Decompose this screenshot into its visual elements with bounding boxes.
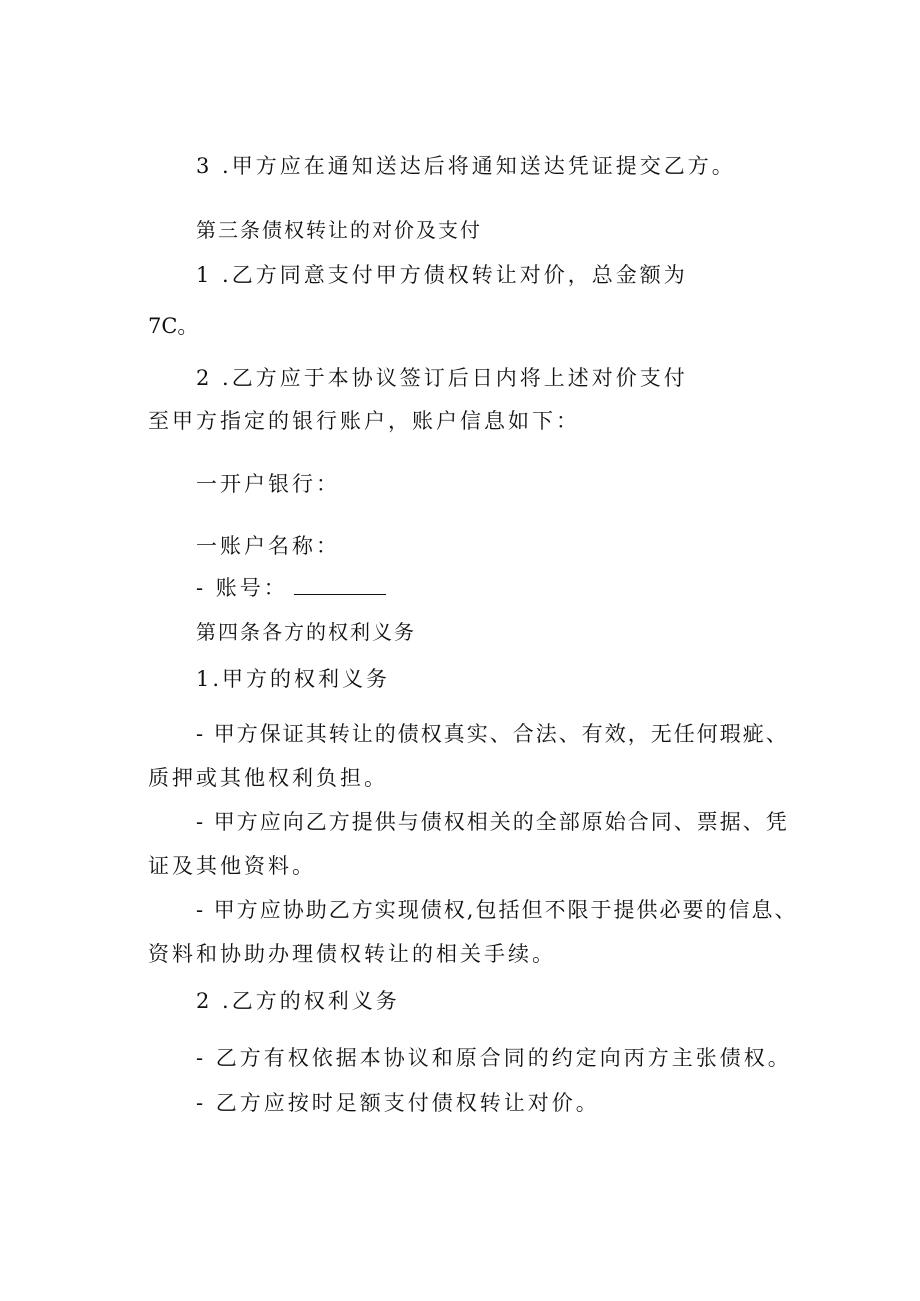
clause-4-1-item-3-continuation: 资料和协助办理债权转让的相关手续。	[148, 942, 556, 966]
clause-4-2-heading: 2 .乙方的权利义务	[196, 989, 400, 1013]
clause-3-1-amount-continuation: 7C。	[148, 314, 199, 338]
clause-4-1-item-2-continuation: 证及其他资料。	[148, 854, 316, 878]
account-number-field	[196, 573, 386, 603]
clause-4-1-item-1-continuation: 质押或其他权利负担。	[148, 766, 388, 790]
account-number-label: - 账号：	[196, 576, 288, 600]
bank-name-field: 一开户银行：	[196, 472, 340, 496]
clause-4-1-item-1: - 甲方保证其转让的债权真实、合法、有效，无任何瑕疵、	[196, 722, 789, 746]
clause-4-2-item-1: - 乙方有权依据本协议和原合同的约定向丙方主张债权。	[196, 1046, 792, 1070]
clause-3-2-payment-deadline: 2 .乙方应于本协议签订后日内将上述对价支付	[196, 366, 688, 390]
clause-4-1-heading: 1.甲方的权利义务	[196, 667, 391, 691]
clause-4-1-item-3: - 甲方应协助乙方实现债权,包括但不限于提供必要的信息、	[196, 898, 798, 922]
article-3-heading: 第三条债权转让的对价及支付	[196, 218, 482, 242]
clause-3-1-payment-amount: 1 .乙方同意支付甲方债权转让对价，总金额为	[196, 263, 688, 287]
account-name-field: 一账户名称：	[196, 534, 340, 558]
article-4-heading: 第四条各方的权利义务	[196, 620, 416, 644]
clause-3-2-bank-account: 至甲方指定的银行账户，账户信息如下：	[148, 409, 580, 433]
clause-3-3-notice-proof: 3 .甲方应在通知送达后将通知送达凭证提交乙方。	[196, 154, 736, 178]
clause-4-1-item-2: - 甲方应向乙方提供与债权相关的全部原始合同、票据、凭	[196, 810, 789, 834]
clause-4-2-item-2: - 乙方应按时足额支付债权转让对价。	[196, 1091, 600, 1115]
account-number-blank	[294, 574, 386, 595]
